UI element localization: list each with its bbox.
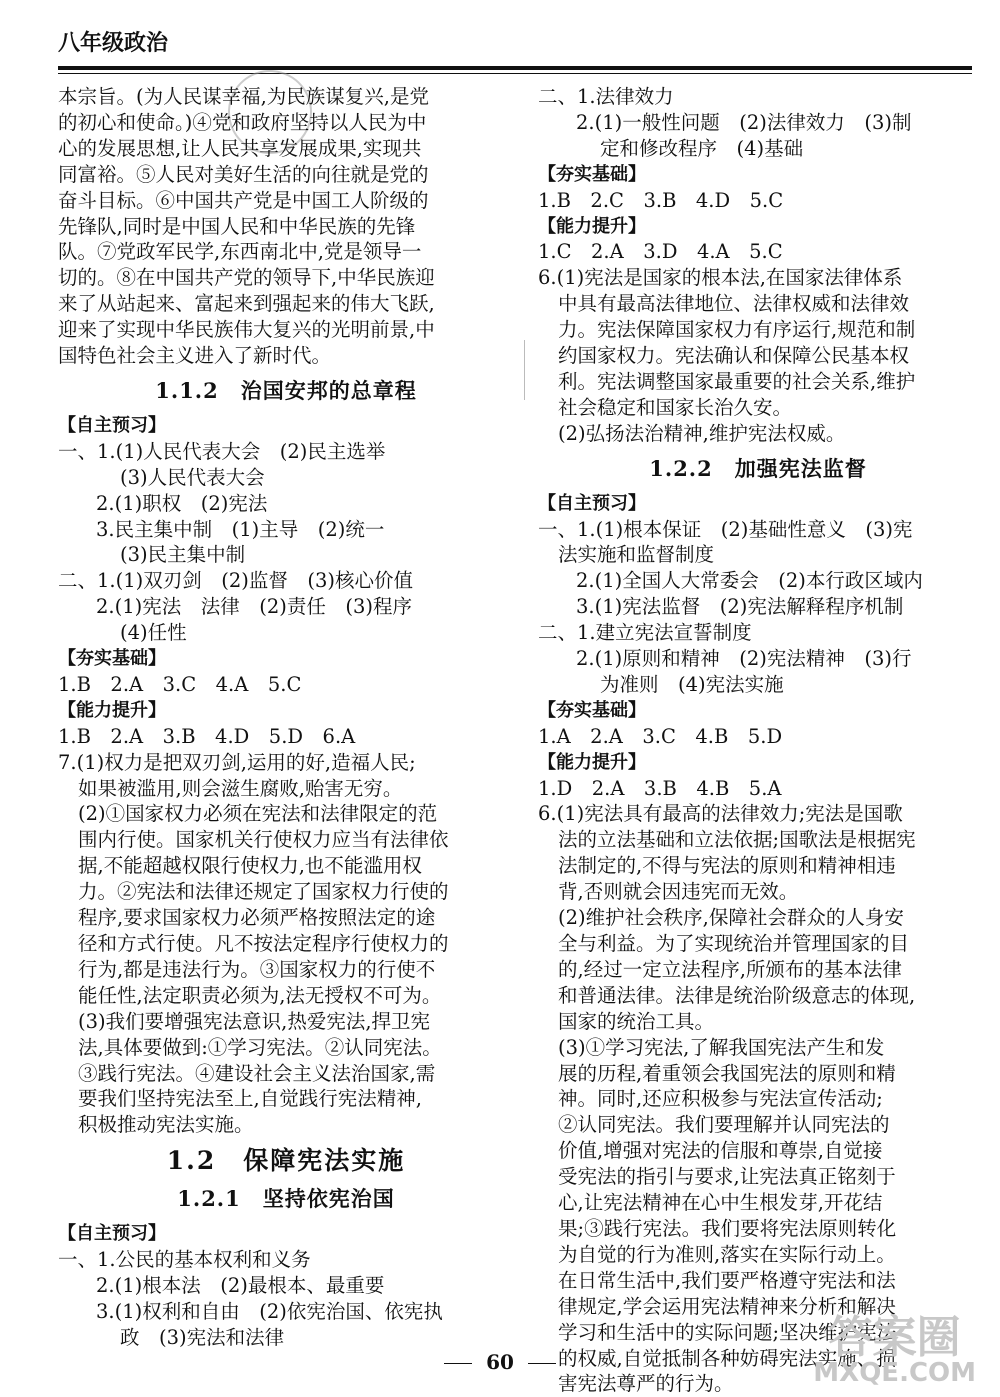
answer-line: 2.(1)根本法 (2)最根本、最重要	[96, 1273, 385, 1297]
answer-line: 二、1.(1)双刃剑 (2)监督 (3)核心价值	[58, 569, 413, 593]
answer-line: (3)①学习宪法,了解我国宪法产生和发	[558, 1035, 885, 1059]
answer-line: (3)民主集中制	[120, 543, 246, 567]
box-label-preview: 【自主预习】	[58, 1223, 166, 1245]
answer-line: 要我们坚持宪法至上,自觉践行宪法精神,	[78, 1087, 422, 1111]
answer-line: 和普通法律。法律是统治阶级意志的体现,	[558, 983, 916, 1007]
answer-line: 2.(1)职权 (2)宪法	[96, 491, 268, 515]
text-line: 迎来了实现中华民族伟大复兴的光明前景,中	[58, 318, 435, 342]
answer-line: 展的历程,着重领会我国宪法的原则和精	[558, 1061, 896, 1085]
answer-line: (2)维护社会秩序,保障社会群众的人身安	[558, 906, 904, 930]
box-label-preview: 【自主预习】	[58, 414, 166, 436]
answer-line: 3.(1)宪法监督 (2)宪法解释程序机制	[576, 595, 904, 619]
page-number-value: 60	[486, 1350, 514, 1374]
answer-line: 如果被滥用,则会滋生腐败,贻害无穷。	[78, 776, 403, 800]
header-rule-thick	[58, 66, 972, 70]
answer-line: 法,具体要做到:①学习宪法。②认同宪法。	[78, 1035, 442, 1059]
answer-line: 二、1.法律效力	[538, 85, 674, 108]
section-heading-1-2-1: 1.2.1 坚持依宪治国	[177, 1186, 395, 1212]
answer-line: 法制定的,不得与宪法的原则和精神相违	[558, 854, 896, 878]
answer-line: 程序,要求国家权力必须严格按照法定的途	[78, 906, 436, 930]
answer-line: 的权威,自觉抵制各种妨碍宪法实施、损	[558, 1346, 896, 1370]
watermark-logo	[813, 1312, 976, 1388]
answer-line: 1.C 2.A 3.D 4.A 5.C	[538, 240, 783, 264]
answer-line: 心,让宪法精神在心中生根发芽,开花结	[558, 1191, 883, 1215]
answer-line: 的,经过一定立法程序,所颁布的基本法律	[558, 957, 902, 981]
text-line: 先锋队,同时是中国人民和中华民族的先锋	[58, 214, 416, 238]
answer-line: 法的立法基础和立法依据;国歌法是根据宪	[558, 828, 916, 852]
text-line: 的初心和使命。)④党和政府坚持以人民为中	[58, 110, 427, 134]
answer-line: (3)人民代表大会	[120, 465, 265, 489]
right-column	[538, 84, 978, 1397]
answer-line: 3.(1)权利和自由 (2)依宪治国、依宪执	[96, 1299, 443, 1323]
answer-line: 行为,都是违法行为。③国家权力的行使不	[78, 957, 436, 981]
answer-line: 1.B 2.A 3.B 4.D 5.D 6.A	[58, 724, 356, 748]
answer-line: 为准则 (4)宪法实施	[600, 672, 784, 696]
text-line: 国特色社会主义进入了新时代。	[58, 344, 332, 368]
text-line: 本宗旨。(为人民谋幸福,为民族谋复兴,是党	[58, 85, 430, 108]
answer-line: 力。宪法保障国家权力有序运行,规范和制	[558, 318, 916, 342]
answer-line: 围内行使。国家机关行使权力应当有法律依	[78, 828, 449, 852]
answer-line: 1.D 2.A 3.B 4.B 5.A	[538, 776, 782, 800]
answer-line: 中具有最高法律地位、法律权威和法律效	[558, 292, 910, 316]
text-line: 奋斗目标。⑥中国共产党是中国工人阶级的	[58, 188, 429, 212]
box-label-ability: 【能力提升】	[58, 699, 166, 721]
box-label-base: 【夯实基础】	[538, 163, 646, 185]
answer-line: 6.(1)宪法是国家的根本法,在国家法律体系	[538, 266, 903, 290]
text-line: 来了从站起来、富起来到强起来的伟大飞跃,	[58, 292, 435, 316]
answer-line: 3.民主集中制 (1)主导 (2)统一	[96, 517, 385, 541]
box-label-base: 【夯实基础】	[58, 648, 166, 670]
answer-line: 6.(1)宪法具有最高的法律效力;宪法是国歌	[538, 802, 903, 826]
answer-line: 力。②宪法和法律还规定了国家权力行使的	[78, 880, 449, 904]
answer-line: 学习和生活中的实际问题;坚决维护宪法	[558, 1320, 897, 1344]
answer-line: 一、1.(1)根本保证 (2)基础性意义 (3)宪	[538, 517, 913, 541]
text-line: 同富裕。⑤人民对美好生活的向往就是党的	[58, 162, 429, 186]
box-label-ability: 【能力提升】	[538, 215, 646, 237]
answer-line: 二、1.建立宪法宣誓制度	[538, 621, 752, 645]
box-label-base: 【夯实基础】	[538, 699, 646, 721]
watermark-url: MXQE.COM	[813, 1358, 976, 1388]
answer-line: (2)①国家权力必须在宪法和法律限定的范	[78, 802, 438, 826]
left-column	[58, 84, 514, 1351]
answer-line: 价值,增强对宪法的信服和尊崇,自觉接	[558, 1139, 883, 1163]
text-line: 队。⑦党政军民学,东西南北中,党是领导一	[58, 240, 422, 264]
answer-line: 2.(1)全国人大常委会 (2)本行政区域内	[576, 569, 923, 593]
answer-line: 7.(1)权力是把双刃剑,运用的好,造福人民;	[58, 750, 416, 774]
answer-line: 国家的统治工具。	[558, 1009, 715, 1033]
answer-line: 为自觉的行为准则,落实在实际行动上。	[558, 1242, 896, 1266]
answer-line: 神。同时,还应积极参与宪法宣传活动;	[558, 1087, 883, 1111]
section-heading-1-1-2: 1.1.2 治国安邦的总章程	[155, 377, 417, 403]
answer-line: (4)任性	[120, 621, 187, 645]
text-line: 心的发展思想,让人民共享发展成果,实现共	[58, 136, 422, 160]
answer-line: 政 (3)宪法和法律	[120, 1325, 285, 1349]
text-line: 切的。⑧在中国共产党的领导下,中华民族迎	[58, 266, 435, 290]
column-divider	[524, 340, 525, 400]
answer-line: 害宪法尊严的行为。	[558, 1372, 734, 1396]
answer-line: 积极推动宪法实施。	[78, 1113, 254, 1137]
answer-line: 2.(1)宪法 法律 (2)责任 (3)程序	[96, 595, 412, 619]
answer-line: 利。宪法调整国家最重要的社会关系,维护	[558, 369, 916, 393]
answer-line: 定和修改程序 (4)基础	[600, 136, 804, 160]
page-header-subject: 八年级政治	[58, 31, 169, 56]
answer-line: 果;③践行宪法。我们要将宪法原则转化	[558, 1216, 897, 1240]
answer-line: 律规定,学会运用宪法精神来分析和解决	[558, 1294, 896, 1318]
answer-line: 1.B 2.A 3.C 4.A 5.C	[58, 672, 302, 696]
answer-line: 一、1.(1)人民代表大会 (2)民主选举	[58, 439, 386, 463]
answer-line: ②认同宪法。我们要理解并认同宪法的	[558, 1113, 890, 1137]
answer-line: 一、1.公民的基本权利和义务	[58, 1247, 311, 1271]
box-label-ability: 【能力提升】	[538, 751, 646, 773]
answer-line: 能任性,法定职责必须为,法无授权不可为。	[78, 983, 442, 1007]
page-number-dash-left	[444, 1363, 472, 1364]
box-label-preview: 【自主预习】	[538, 492, 646, 514]
watermark-text: 答案圈	[828, 1312, 961, 1363]
answer-line: 2.(1)原则和精神 (2)宪法精神 (3)行	[576, 647, 912, 671]
answer-line: 法实施和监督制度	[558, 543, 715, 567]
header-rule-thin	[58, 73, 972, 74]
answer-line: 受宪法的指引与要求,让宪法真正铭刻于	[558, 1165, 896, 1189]
answer-line: 1.A 2.A 3.C 4.B 5.D	[538, 724, 783, 748]
answer-line: ③践行宪法。④建设社会主义法治国家,需	[78, 1061, 436, 1085]
answer-line: 全与利益。为了实现统治并管理国家的目	[558, 932, 910, 955]
answer-line: (2)弘扬法治精神,维护宪法权威。	[558, 421, 846, 445]
answer-line: 据,不能超越权限行使权力,也不能滥用权	[78, 854, 422, 878]
page-number-dash-right	[528, 1363, 556, 1364]
section-heading-1-2: 1.2 保障宪法实施	[166, 1146, 406, 1176]
answer-line: 在日常生活中,我们要严格遵守宪法和法	[558, 1268, 896, 1292]
answer-line: 约国家权力。宪法确认和保障公民基本权	[558, 344, 910, 368]
section-heading-1-2-2: 1.2.2 加强宪法监督	[649, 455, 867, 481]
answer-line: 社会稳定和国家长治久安。	[558, 395, 793, 419]
answer-line: 2.(1)一般性问题 (2)法律效力 (3)制	[576, 110, 912, 134]
answer-line: 1.B 2.C 3.B 4.D 5.C	[538, 188, 784, 212]
answer-line: (3)我们要增强宪法意识,热爱宪法,捍卫宪	[78, 1009, 431, 1033]
answer-line: 径和方式行使。凡不按法定程序行使权力的	[78, 932, 449, 955]
answer-line: 背,否则就会因违宪而无效。	[558, 880, 799, 904]
